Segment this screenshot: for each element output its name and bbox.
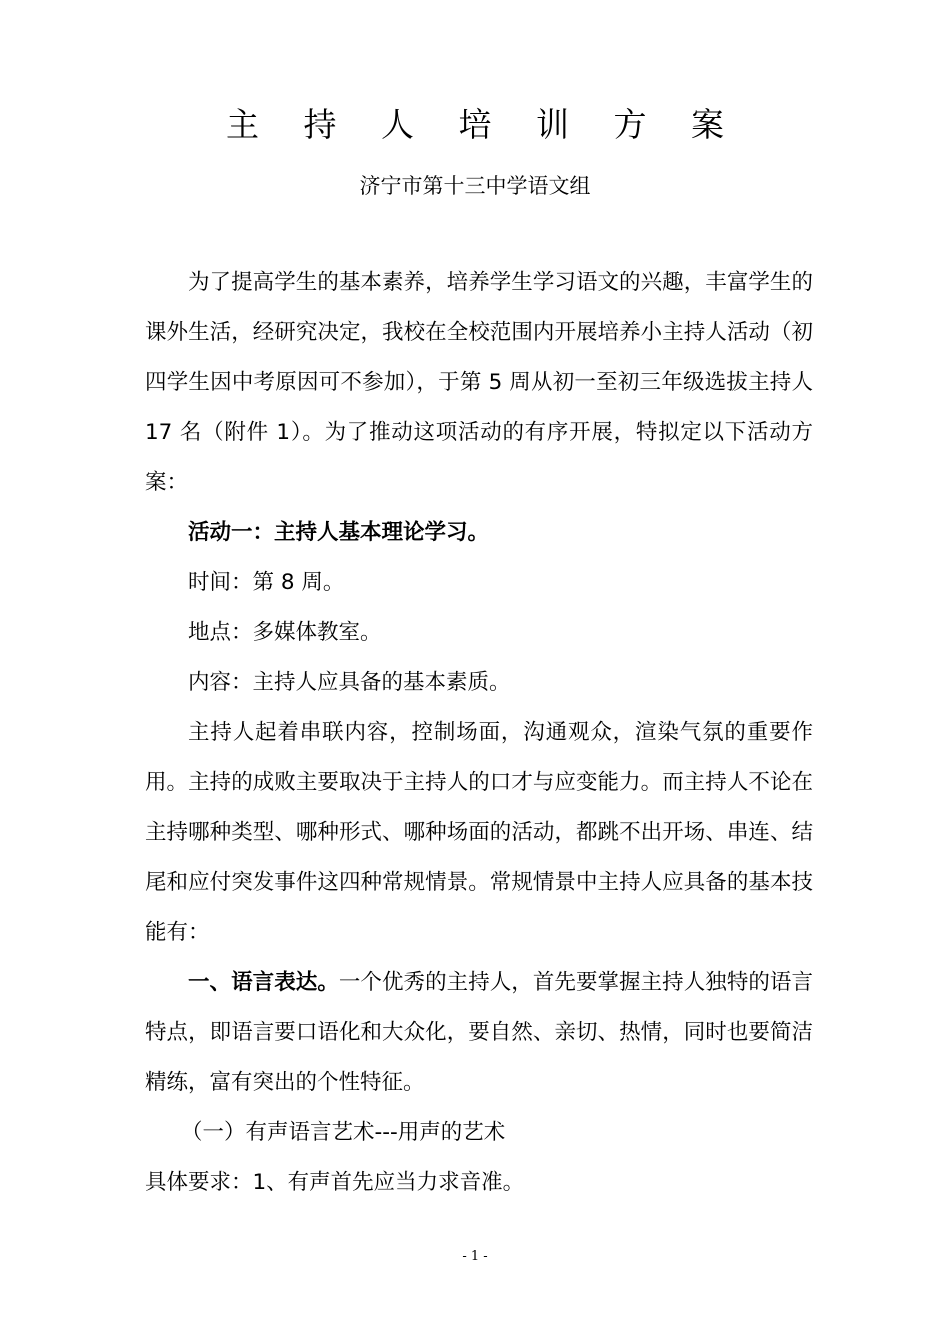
role-paragraph: 主持人起着串联内容，控制场面，沟通观众，渲染气氛的重要作用。主持的成败主要取决于主持人的口才与应变能力。而主持人不论在主持哪种类型、哪种形式、哪种场面的活动，都跳不出开场、串连、结尾和应付突发事件这四种常规情景。常规情景中主持人应具备的基本技能有： (145, 720, 813, 945)
section-language-paragraph (145, 958, 813, 1108)
activity-time: 时间：第 8 周。 (188, 570, 345, 595)
document-title: 主 持 人 培 训 方 案 (226, 105, 741, 144)
document-body (145, 258, 813, 1208)
page-number: - 1 - (462, 1249, 488, 1264)
activity-place: 地点：多媒体教室。 (188, 620, 382, 645)
activity-content: 内容：主持人应具备的基本素质。 (188, 670, 511, 695)
section-heading: 一、语言表达。 (188, 970, 339, 995)
section-text: 一个优秀的主持人，首先要掌握主持人独特的语言特点，即语言要口语化和大众化，要自然、亲切、热情，同时也要简洁精练，富有突出的个性特征。 (145, 970, 813, 1095)
document-subtitle: 济宁市第十三中学语文组 (359, 174, 591, 198)
intro-paragraph: 为了提高学生的基本素养，培养学生学习语文的兴趣，丰富学生的课外生活，经研究决定，我校在全校范围内开展培养小主持人活动（初四学生因中考原因可不参加），于第 5 周从初一至初三年级选拔主持人 17 名（附件 1）。为了推动这项活动的有序开展，特拟定以下活动方案： (145, 270, 813, 495)
activity-heading: 活动一：主持人基本理论学习。 (188, 520, 490, 545)
requirement-line: 具体要求：1、有声首先应当力求音准。 (145, 1170, 525, 1195)
subsection-heading: （一）有声语言艺术---用声的艺术 (181, 1120, 506, 1145)
